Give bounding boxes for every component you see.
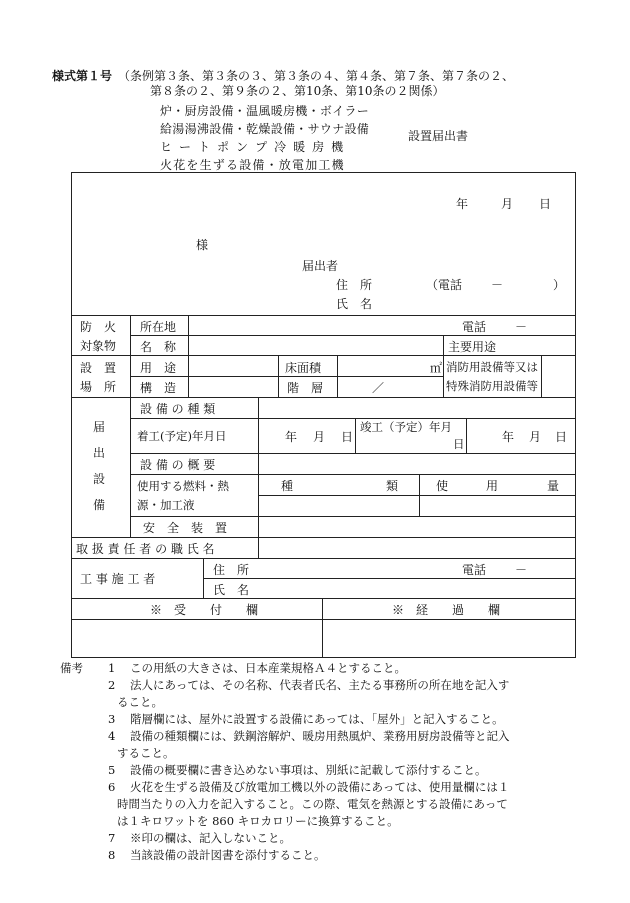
- main-use-label: 主要用途: [448, 340, 497, 354]
- remark-4-line-2: すること。: [117, 746, 175, 760]
- remark-num-3: 3: [108, 712, 116, 726]
- date-year[interactable]: 年: [456, 197, 469, 211]
- fire-equipment-label-1: 消防用設備等又は: [446, 360, 538, 374]
- equipment-line-3: ヒ ー ト ポ ン プ 冷 暖 房 機: [160, 140, 345, 154]
- remark-8-line-1: 当該設備の設計図書を添付すること。: [130, 848, 326, 862]
- remark-num-5: 5: [108, 763, 116, 777]
- articles-line-1: （条例第３条、第３条の３、第３条の４、第４条、第７条、第７条の２、: [118, 69, 515, 83]
- safety-device-label: 安 全 装 置: [143, 521, 228, 535]
- install-place-label-2: 場 所: [80, 380, 117, 394]
- contractor-phone-label: 電話: [462, 563, 487, 577]
- remark-1-line-1: この用紙の大きさは、日本産業規格Ａ４とすること。: [130, 661, 406, 675]
- remark-num-7: 7: [108, 831, 116, 845]
- notifier-label: 届出者: [302, 259, 339, 273]
- use-label: 用 途: [140, 361, 177, 375]
- remark-7-line-1: ※印の欄は、記入しないこと。: [130, 831, 291, 845]
- kind-header-1: 種: [281, 479, 294, 493]
- remark-3-line-1: 階層欄には、屋外に設置する設備にあっては、「屋外」と記入すること。: [130, 712, 504, 726]
- remark-num-8: 8: [108, 848, 116, 862]
- location-phone-label: 電話: [462, 320, 487, 334]
- location-phone-dash: －: [515, 320, 528, 334]
- remark-2-line-1: 法人にあっては、その名称、代表者氏名、主たる事務所の所在地を記入す: [130, 678, 510, 692]
- fuel-label-1: 使用する燃料・熱: [137, 479, 229, 493]
- fire-target-label-2: 対象物: [80, 339, 117, 353]
- completion-date-label-2: 日: [453, 437, 465, 451]
- floor-area-label: 床面積: [285, 361, 322, 375]
- usage-header-2: 用: [486, 479, 499, 493]
- notified-equipment-char-4: 備: [93, 498, 106, 512]
- remark-num-6: 6: [108, 780, 116, 794]
- usage-header-3: 量: [547, 479, 560, 493]
- kind-header-2: 類: [386, 479, 399, 493]
- remarks-label: 備考: [60, 661, 83, 675]
- notifier-address-label: 住 所: [336, 278, 373, 292]
- fire-target-label-1: 防 火: [80, 320, 117, 334]
- reception-column-label: ※ 受 付 欄: [150, 603, 259, 617]
- manager-label: 取 扱 責 任 者 の 職 氏 名: [76, 542, 215, 556]
- usage-header-1: 使: [436, 479, 449, 493]
- start-date-label: 着工(予定)年月日: [137, 429, 227, 443]
- articles-line-2: 第８条の２、第９条の２、第10条、第10条の２関係）: [150, 84, 445, 98]
- equipment-line-1: 炉・厨房設備・温風暖房機・ボイラー: [160, 104, 370, 118]
- remark-6-line-3: は１キロワットを 860 キロカロリーに換算すること。: [117, 814, 399, 828]
- notifier-phone-close: ）: [553, 278, 566, 292]
- fire-equipment-label-2: 特殊消防用設備等: [446, 379, 538, 393]
- equipment-overview-label: 設 備 の 概 要: [140, 458, 216, 472]
- floor-level-slash: ／: [372, 381, 385, 395]
- date-day[interactable]: 日: [539, 197, 552, 211]
- form-number: 様式第１号: [52, 69, 113, 83]
- remark-num-2: 2: [108, 678, 116, 692]
- floor-level-label: 階 層: [287, 381, 324, 395]
- notified-equipment-char-1: 届: [93, 420, 106, 434]
- structure-label: 構 造: [140, 381, 177, 395]
- completion-date-month: 月: [529, 430, 542, 444]
- completion-date-year: 年: [502, 430, 515, 444]
- equipment-line-4: 火花を生ずる設備・放電加工機: [160, 158, 345, 172]
- name-label: 名 称: [140, 340, 177, 354]
- equipment-kind-label: 設 備 の 種 類: [140, 402, 216, 416]
- completion-date-day: 日: [555, 430, 568, 444]
- remark-5-line-1: 設備の概要欄に書き込めない事項は、別紙に記載して添付すること。: [130, 763, 487, 777]
- install-place-label-1: 設 置: [80, 361, 117, 375]
- date-month[interactable]: 月: [501, 197, 514, 211]
- start-date-day: 日: [341, 430, 354, 444]
- start-date-year: 年: [285, 430, 298, 444]
- notifier-phone-dash: －: [491, 278, 504, 292]
- remark-6-line-2: 時間当たりの入力を記入すること。この際、電気を熱源とする設備にあって: [117, 797, 508, 811]
- progress-column-label: ※ 経 過 欄: [392, 603, 501, 617]
- completion-date-label-1: 竣工（予定）年月: [360, 420, 452, 434]
- remark-num-1: 1: [108, 661, 116, 675]
- addressee-sama: 様: [196, 238, 209, 252]
- contractor-label: 工 事 施 工 者: [80, 572, 156, 586]
- fuel-label-2: 源・加工液: [137, 498, 195, 512]
- sqm-unit: ㎡: [430, 361, 443, 375]
- start-date-month: 月: [313, 430, 326, 444]
- location-label: 所在地: [140, 320, 177, 334]
- contractor-phone-dash: －: [515, 563, 528, 577]
- document-title: 設置届出書: [408, 129, 469, 143]
- remark-2-line-2: ること。: [117, 695, 163, 709]
- notifier-phone-label: （電話: [426, 278, 463, 292]
- notified-equipment-char-3: 設: [93, 472, 106, 486]
- remark-6-line-1: 火花を生ずる設備及び放電加工機以外の設備にあっては、使用量欄には１: [130, 780, 510, 794]
- remark-4-line-1: 設備の種類欄には、鉄鋼溶解炉、暖房用熱風炉、業務用厨房設備等と記入: [130, 729, 510, 743]
- notifier-name-label: 氏 名: [336, 297, 373, 311]
- remark-num-4: 4: [108, 729, 116, 743]
- notified-equipment-char-2: 出: [93, 446, 106, 460]
- contractor-name-label: 氏 名: [213, 583, 250, 597]
- contractor-address-label: 住 所: [213, 563, 250, 577]
- equipment-line-2: 給湯湯沸設備・乾燥設備・サウナ設備: [160, 122, 370, 136]
